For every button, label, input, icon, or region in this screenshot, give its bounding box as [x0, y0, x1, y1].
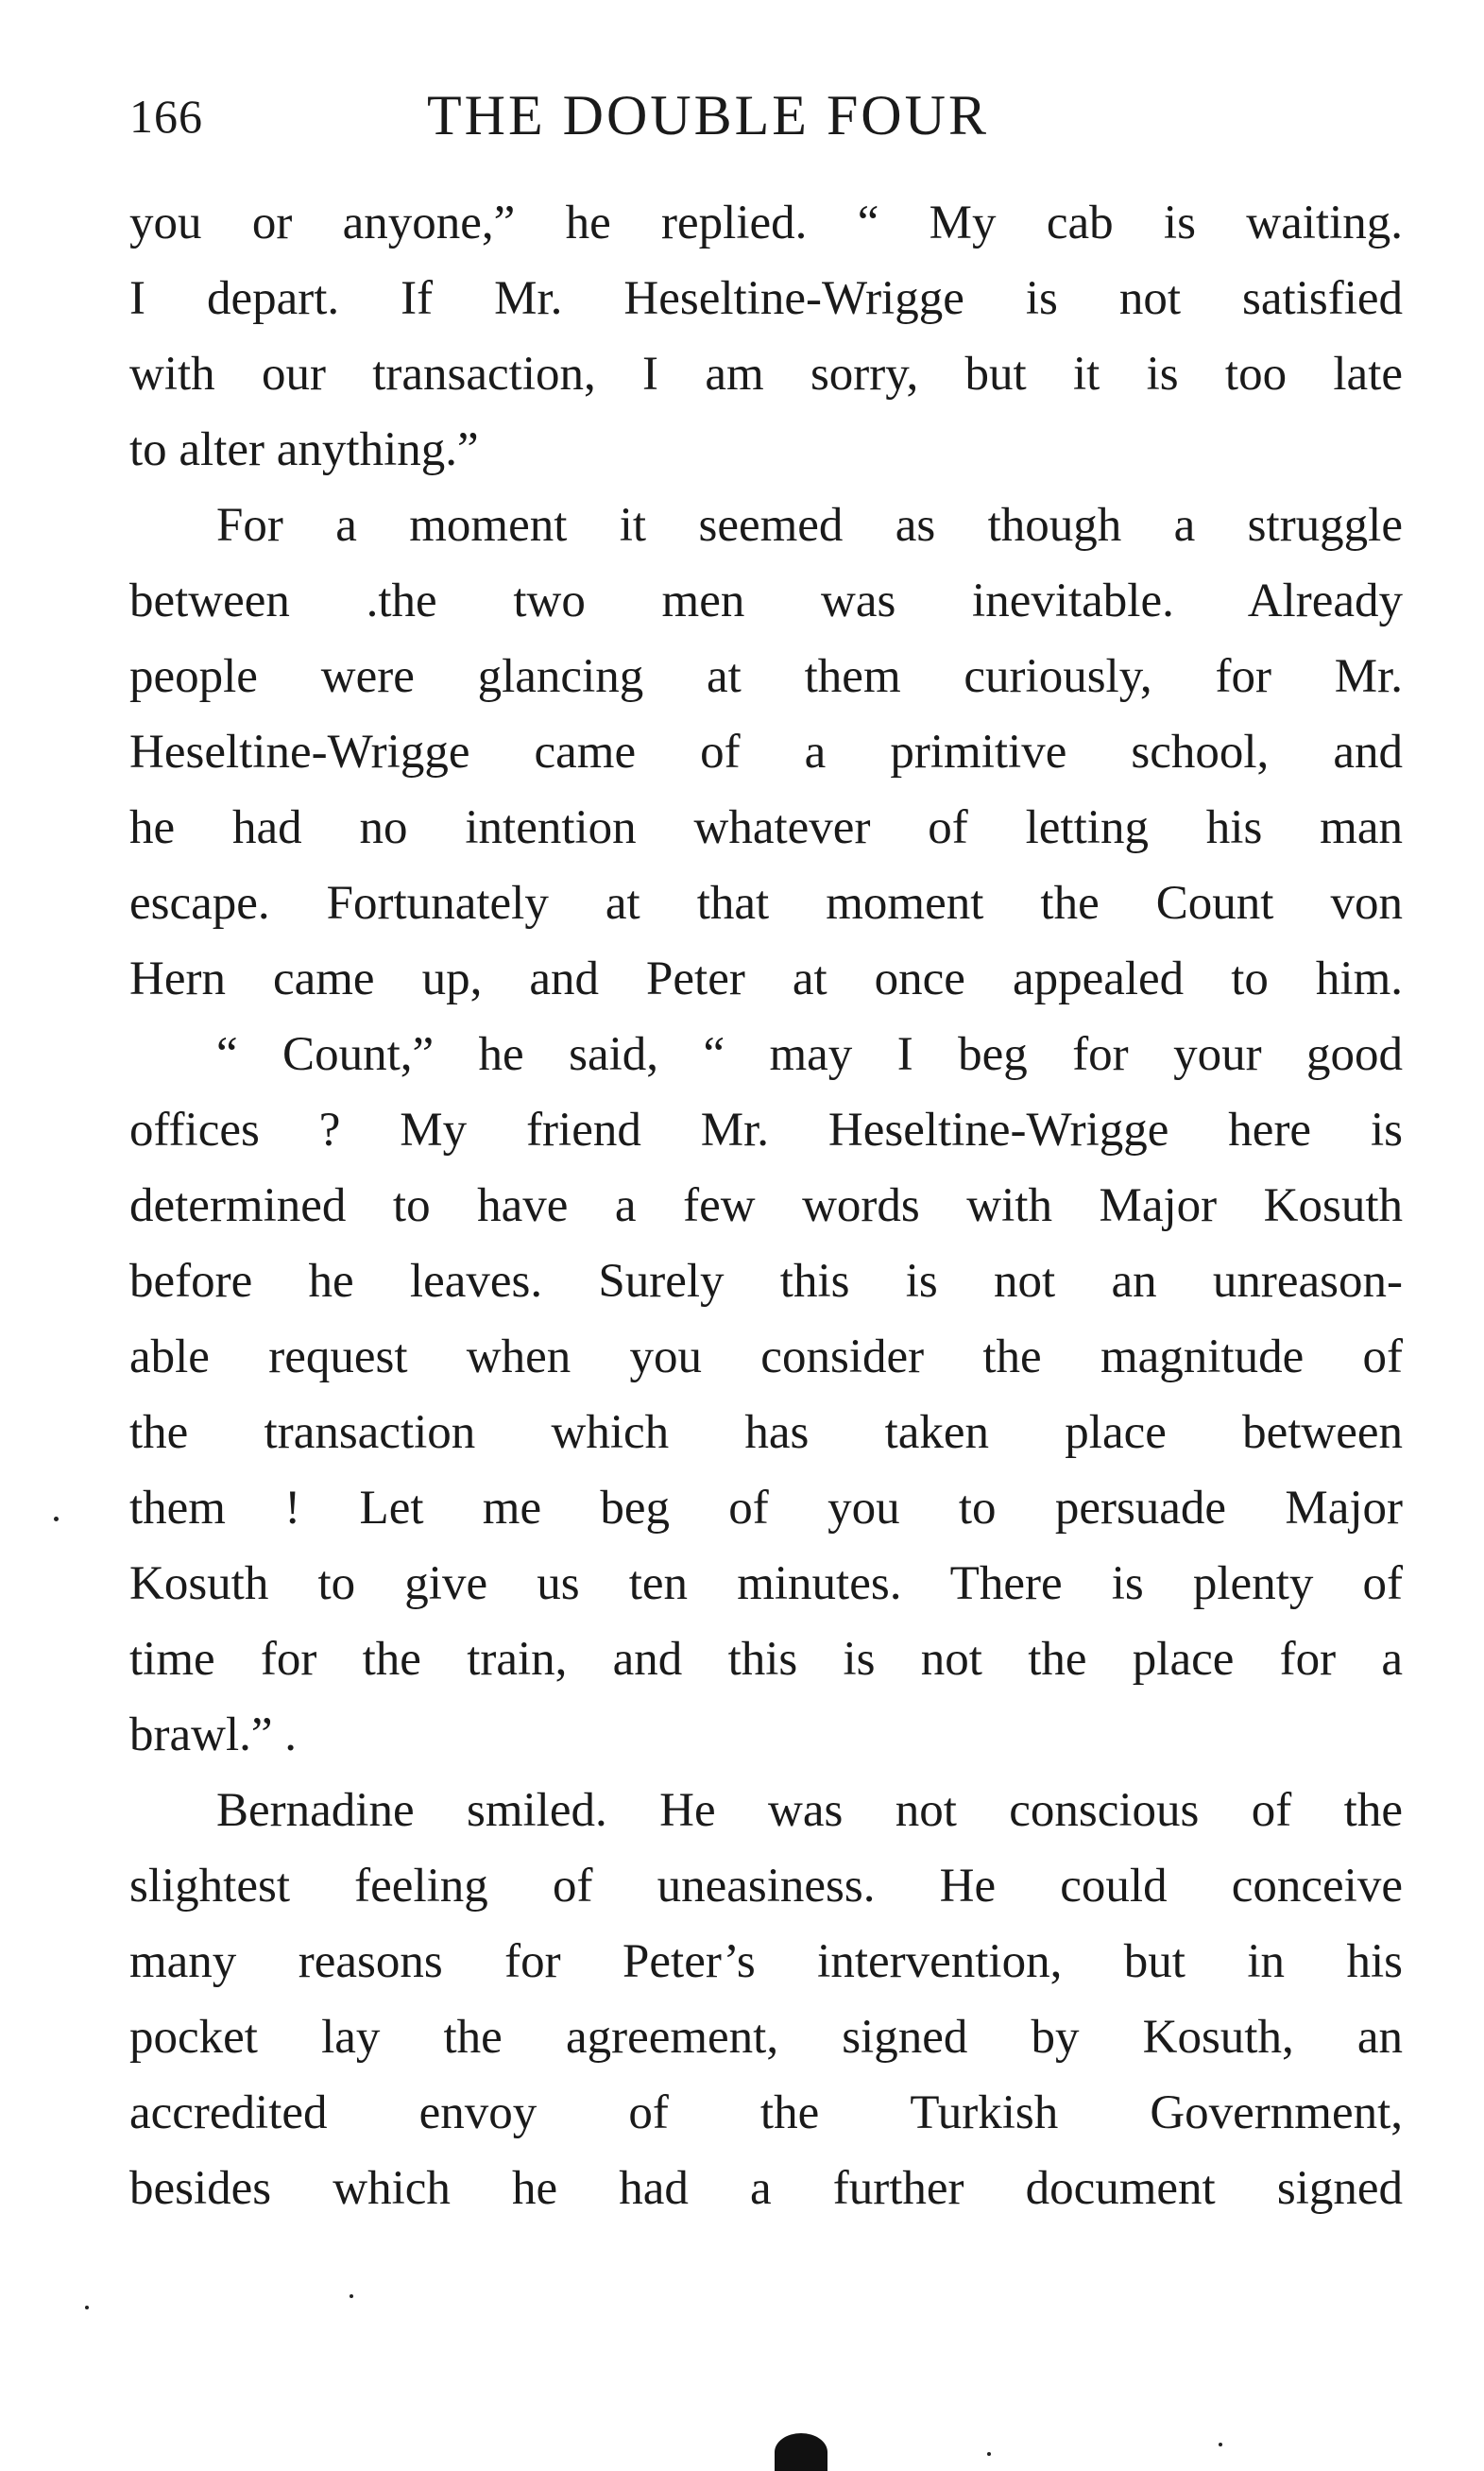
- text-line: slightest feeling of uneasiness. He could conceive: [129, 1860, 1403, 1913]
- text-line: to alter anything.”: [129, 423, 479, 476]
- scan-speck: [85, 2306, 89, 2309]
- text-line: accredited envoy of the Turkish Government,: [129, 2086, 1403, 2139]
- page-header: [129, 83, 1403, 159]
- page-number: 166: [129, 90, 203, 143]
- text-line: pocket lay the agreement, signed by Kosuth, an: [129, 2011, 1403, 2064]
- text-line: between .the two men was inevitable. Already: [129, 575, 1403, 627]
- text-line: Heseltine-Wrigge came of a primitive school, and: [129, 726, 1403, 779]
- text-line: For a moment it seemed as though a struggle: [216, 499, 1403, 552]
- scan-speck: [54, 1517, 59, 1521]
- scan-speck: [1219, 2443, 1222, 2446]
- ink-blot: [775, 2433, 827, 2471]
- text-line: the transaction which has taken place between: [129, 1406, 1403, 1459]
- text-line: besides which he had a further document signed: [129, 2162, 1403, 2215]
- text-line: “ Count,” he said, “ may I beg for your good: [216, 1028, 1403, 1081]
- text-line: able request when you consider the magnitude of: [129, 1330, 1403, 1383]
- text-line: you or anyone,” he replied. “ My cab is waiting.: [129, 197, 1403, 249]
- running-head: THE DOUBLE FOUR: [427, 84, 989, 146]
- text-line: Hern came up, and Peter at once appealed to him.: [129, 952, 1403, 1005]
- text-line: many reasons for Peter’s intervention, but in his: [129, 1935, 1403, 1988]
- text-line: I depart. If Mr. Heseltine-Wrigge is not satisfied: [129, 272, 1403, 325]
- scan-speck: [987, 2452, 991, 2456]
- text-line: people were glancing at them curiously, for Mr.: [129, 650, 1403, 703]
- text-line: escape. Fortunately at that moment the Count von: [129, 877, 1403, 930]
- text-line: them ! Let me beg of you to persuade Major: [129, 1482, 1403, 1535]
- body-text: [129, 185, 1403, 2226]
- text-line: time for the train, and this is not the place for a: [129, 1633, 1403, 1686]
- scan-speck: [350, 2294, 353, 2298]
- text-line: Bernadine smiled. He was not conscious of the: [216, 1784, 1403, 1837]
- text-line: Kosuth to give us ten minutes. There is plenty of: [129, 1557, 1403, 1610]
- text-line: with our transaction, I am sorry, but it is too late: [129, 348, 1403, 401]
- text-line: before he leaves. Surely this is not an unreason-: [129, 1255, 1403, 1308]
- text-line: determined to have a few words with Major Kosuth: [129, 1179, 1403, 1232]
- text-line: brawl.” .: [129, 1708, 298, 1761]
- text-line: offices ? My friend Mr. Heseltine-Wrigge here is: [129, 1104, 1403, 1157]
- text-line: he had no intention whatever of letting his man: [129, 801, 1403, 854]
